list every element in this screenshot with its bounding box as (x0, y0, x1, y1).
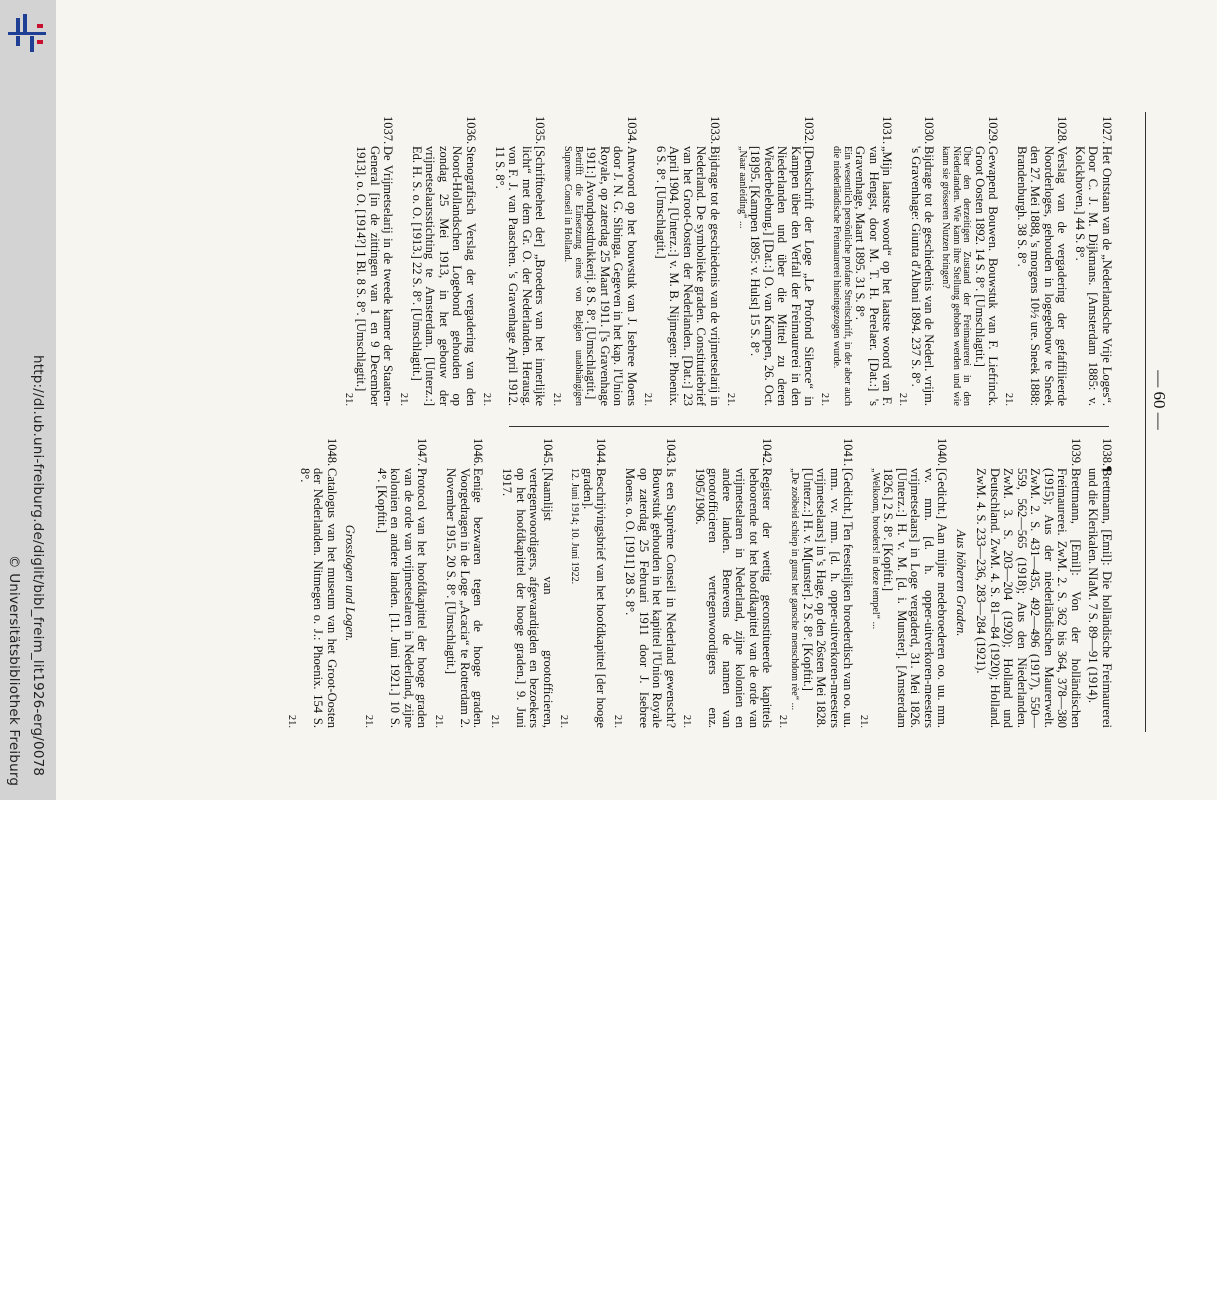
entry-text: Beschrijvingsbrief van het hoofdkapittel [der hooge graden]. (581, 468, 609, 728)
entry-code: 21. (342, 392, 354, 406)
entry-text: Catalogus van het museum van het Groot-Oosten der Nederlanden. Nitmegen o. J.: Phoenix. 154 S. 8°. (297, 468, 339, 728)
entry-text: Gewapend Bouwen. Bouwstuk van F. Liefrinck. Groot Oosten 1892. 14 S. 8°. [Umschlagtit.] (972, 146, 1001, 406)
entry-number: 1033. (707, 116, 722, 145)
entry-code: 21. (286, 714, 298, 728)
bibliography-entry (432, 438, 484, 728)
entry-number: 1039. (1069, 438, 1083, 467)
entry-text: „Mijn laatste woord“ op het laatste woord van F. van Hengst, door M. T. H. Perelaer. [Dat.:] 's Gravenhage, Maart 1895. 31 S. 8°. (853, 146, 895, 406)
bibliography-entry (974, 438, 1082, 728)
entry-text: Brettmann, [Emil]: Von der holländischen Freimaurerei. ZwM. 2. S. 362 bis 364, 378—380 (1915); Aus der niederländischen Maurerwelt. ZwM. 2. S. 431—435, 492—496 (1917), 550—559, 562—565 (1918); Aus den Niederlanden. ZwM. 3. S. 203—204 (1920); Holland und Deutschland. ZwM. 4. S. 81—84 (1920); Holland. ZwM. 4. S. 233—236, 283—284 (1921). (974, 468, 1083, 728)
bibliography-entry (488, 438, 553, 728)
entry-text: Antwoord op het bouwstuk van J. Isebree Moens door J. N. G. Sibinga. Gegeven in het kap. l'Union Royale, op zaterdag 25 Maart 1911. ['s Gravenhage 1911:] Avondpostdrukkerij. 8 S. 8°. [Umschlagtit.] (584, 146, 639, 406)
entry-number: 1042. (760, 438, 775, 467)
entry-code: 21. (611, 714, 623, 728)
entry-code: 21. (488, 714, 500, 728)
entry-number: 1032. (802, 116, 817, 145)
entry-text: Verslag van de vergadering der gefaffilieerde Noorderloges, gehouden in logegebouw te Sneek den 27. Mei 1888, 's morgens 10½ ure. Sneek 1888: Brandenburgh. 38 S. 8°. (1015, 146, 1070, 406)
header-rule (1145, 112, 1146, 732)
section-heading: Aus höheren Graden. (954, 529, 968, 637)
entry-number: 1034. (624, 116, 639, 145)
entry-text: Brettmann, [Emil]: Die holländische Freimaurerei und die Klerikalen. NIaM. 7 S. 89—91 (1914). (1086, 468, 1114, 728)
entry-annotation: 12. Juni 1914; 10. Juni 1922. (569, 468, 581, 585)
bibliography-entry (612, 438, 677, 728)
entry-text: [Gedicht.] Ten feestelijken broederdisch van oo. uu. mm. vv. mm. [d. h. opper-uitverkoren-meesters vrijmetselaars] in 's Hage, op den 26sten Mei 1828. [Unterz.:] H. v. M[unster]. 2 S. 8°. [Kopftit.] (800, 468, 856, 728)
entry-annotation: Betrifft die Einsetzung eines von Belgien unabhängigen Supreme Conseil in Holland. (562, 146, 584, 406)
column-divider (509, 426, 1109, 427)
entry-text: Het Ontstaan van de „Nederlandsche Vrije Loges“. Door C. J. M. Dijkmans. [Amsterdam 1885: v. Kolckhoven.] 44 S. 8°. (1073, 146, 1114, 406)
bibliography-entry (558, 438, 608, 728)
entry-annotation: „Naar aanleiding“ ... (736, 146, 748, 229)
entry-text: Bijdrage tot de geschiedenis van de vrijmetselarij in Nederland. De symbolieke graden. Constitutiebrief van het Groot-Oosten der Nederlanden. [Dat.:] 23 April 1904. [Unterz.:] v. M. B. Nijmegen: Phoenix. 6 S. 8°. [Umschlagtit.] (653, 146, 722, 406)
scanned-page (56, 0, 1217, 800)
entry-text: Register der wettig geconstitueerde kapittels behoorende tot het hoofdkapittel van de orde van vrijmetselaren in Nederland, zijne kolonien en andere landen. Benevens de namen van grootofficieren vertegenwoordigers enz. 1905/1906. (692, 468, 775, 728)
entry-text: Eenige bezwaren tegen de hooge graden. Voorgedragen in de Loge „Acacia“ te Rotterdam 2. November 1915. 20 S. 8°. [Umschlagtit.] (444, 468, 486, 728)
entry-number: 1047. (415, 438, 430, 467)
bibliography-entry (858, 438, 948, 728)
bibliography-entry (1003, 116, 1068, 406)
bibliography-entry (363, 438, 428, 728)
entry-annotation: Ein wesentlich persönliche profane Streitschrift, in der aber auch die niederländische Freimaurerei hineingezogen wurde. (830, 146, 853, 406)
bibliography-entry (550, 116, 638, 406)
entry-number: 1048. (324, 438, 339, 467)
entry-number: 1036. (463, 116, 478, 145)
entry-number: 1046. (471, 438, 486, 467)
bibliography-entry (342, 116, 394, 406)
entry-code: 21. (897, 392, 909, 406)
entry-text: Is een Suprème Conseil in Nederland gewenscht? Bouwstuk gehouden in het kapittel l'Union Royale op zaterdag 25 Februari 1911 door J. Isebree Moens. o. O. [1911] 28 S. 8°. (623, 468, 678, 728)
entry-text: [Schrifttoeheel der] „Broeders van het innerlijke licht“ met dem Gr. O. der Nederlanden. Herausg. von F. J. van Paaschen. 's Gravenhage April 1912. 11 S. 8°. (492, 146, 548, 406)
entry-code: 21. (481, 392, 493, 406)
entry-code: 21. (1003, 392, 1015, 406)
bibliography-entry (819, 116, 893, 406)
entry-annotation: „De zoöbeid schiep in gunst het gansche menschdom rèe“ ... (789, 468, 801, 711)
entry-number: 1027. (1100, 116, 1114, 145)
entry-number: 1031. (880, 116, 895, 145)
entry-text: Protocol van het hoofdkapittel der hooge graden van de orde van vrijmetselaren in Nederland, zijne kolonien en andere landen. [11. Juni 1921.] 10 S. 4°. [Kopftit.] (374, 468, 430, 728)
bibliography-entry (1073, 116, 1114, 406)
entry-text: [Denkschrift der Loge „Le Profond Silence“ in Kampen über den Verfall der Freimaurerei in den Niederlanden und über die Mittel zu deren Wiederbelebung.] [Dat.:] O. van Kampen, 26. Oct. [18]95. [Kampen 1895: v. Hulst] 15 S. 8°. (748, 146, 817, 406)
entry-text: [Naamlijst van grootofficieren, vertegenwoordigers, afgevaardigden en bezoekers op het hoofdkapittel der hooge graden.] 9. Juni 1917. (500, 468, 555, 728)
bibliography-entry (642, 116, 721, 406)
entry-annotation: „Welkoom, broeders! in deze tempel“ ... (870, 468, 881, 630)
entry-text: De Vrijmetselarij in de tweede kamer der Staaten-General [in de zittingen van 1 en 9 December 1913]. o. O. [1914?] 1 Bl. 8 S. 8°. [Umschlagtit.] (354, 146, 396, 406)
entry-code: 21. (724, 392, 736, 406)
entry-code: 21. (550, 392, 562, 406)
entry-number: 1045. (540, 438, 555, 467)
bibliography-entry (286, 438, 338, 728)
bibliography-entry (725, 116, 815, 406)
bibliography-entry (1086, 438, 1113, 728)
entry-number: 1037. (381, 116, 396, 145)
section-heading: Grosslogen und Logen. (343, 524, 358, 642)
bibliography-entry (398, 116, 477, 406)
page-number: — 60 — (1150, 370, 1169, 430)
page-content-rotated (56, 0, 1217, 800)
document-url[interactable]: http://dl.ub.uni-freiburg.de/diglit/bibl_freim_lit1926-erg/0078 (30, 355, 46, 777)
entry-text: [Gedicht.] Aan mijne medebroederen oo. uu. mm. vv. mm. [d. h. opper-uitverkoren-meesters vrijmetselaars] in Loge vergaderd, 31. Mei 1826. [Unterz.:] H. v. M. [d. i. Munster]. [Amsterdam 1826.] 2 S. 8°. [Kopftit.] (881, 468, 950, 728)
entry-code: 21. (777, 714, 789, 728)
bibliography-entry (481, 116, 546, 406)
entry-code: 21. (681, 714, 693, 728)
entry-number: 1043. (663, 438, 678, 467)
copyright-notice: © Universitätsbibliothek Freiburg (6, 555, 22, 787)
bibliography-entry (897, 116, 935, 406)
entry-code: 21. (819, 392, 831, 406)
left-column (338, 116, 1113, 406)
entry-text: Bijdrage tot de geschiedenis van de Nederl. vrijm. 's Gravenhage: Giunta d'Albani 1894. 237 S. 8°. (908, 146, 937, 406)
entry-code: 21. (432, 714, 444, 728)
entry-code: 21. (363, 714, 375, 728)
entry-number: 1029. (986, 116, 1001, 145)
entry-code: 21. (642, 392, 654, 406)
entry-code: 21. (858, 714, 870, 728)
bibliography-entry (939, 116, 999, 406)
bibliography-entry (681, 438, 773, 728)
entry-number: 1030. (922, 116, 937, 145)
bibliography-entry (777, 438, 854, 728)
entry-number: 1028. (1055, 116, 1070, 145)
entry-number: 1038.¶ (1100, 438, 1114, 472)
entry-number: 1035. (533, 116, 548, 145)
entry-code: 21. (398, 392, 410, 406)
viewer-sidebar (0, 0, 56, 800)
entry-annotation: Über den derzeitigen Zustand der Freimaurerei in den Niederlanden. Wie kann ihre Stellung gehoben werden und wie kann sie grösseren Nutzen bringen? (939, 146, 973, 406)
entry-text: Stenografisch Verslag der vergadering van den Noord-Hollandschen Logebond gehouden op zondag 25 Mei 1913, in het gebouw der vrijmetselaarsstichting te Amsterdam. [Unterz.:] Ed. H. S. o. O. [1913.] 22 S. 8°. [Umschlagtit.] (409, 146, 478, 406)
entry-code: 21. (557, 714, 569, 728)
entry-number: 1040. (935, 438, 950, 467)
right-column (282, 438, 1113, 728)
entry-number: 1044. (594, 438, 609, 467)
entry-number: 1041. (841, 438, 856, 467)
